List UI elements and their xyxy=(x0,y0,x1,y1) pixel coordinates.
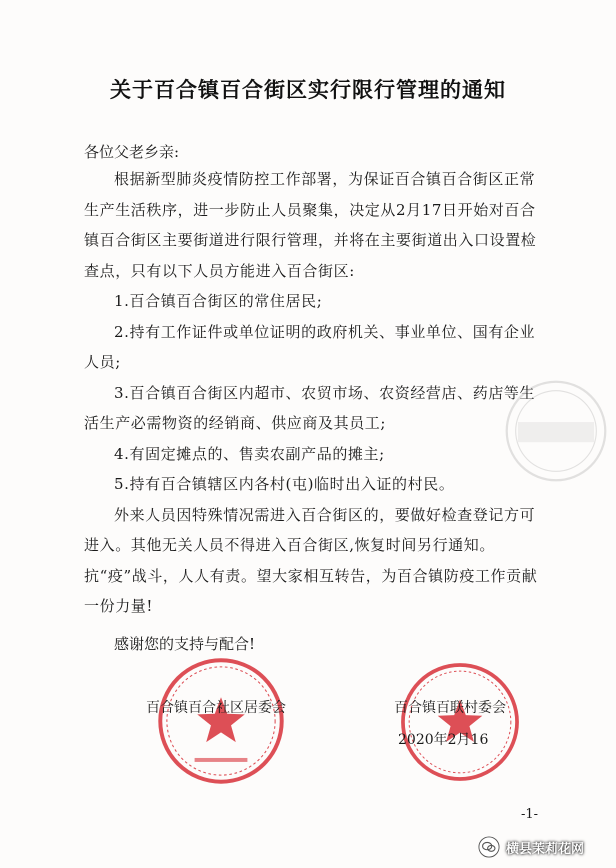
list-item-2: 2.持有工作证件或单位证明的政府机关、事业单位、国有企业人员; xyxy=(84,322,536,371)
notice-title: 关于百合镇百合街区实行限行管理的通知 xyxy=(110,78,506,102)
wechat-icon xyxy=(478,836,500,858)
list-item-4: 4.有固定摊点的、售卖农副产品的摊主; xyxy=(114,444,385,463)
salutation: 各位父老乡亲: xyxy=(84,143,180,161)
watermark-logo-icon xyxy=(500,375,612,487)
signature-right: 百合镇百联村委会 xyxy=(394,700,506,716)
brand-label: 横县茉莉花网 xyxy=(506,841,585,857)
list-item-1: 1.百合镇百合街区的常住居民; xyxy=(114,292,323,310)
red-star-seal-icon xyxy=(155,655,287,787)
thanks-line: 感谢您的支持与配合! xyxy=(114,635,256,653)
paragraph-closing: 外来人员因特殊情况需进入百合街区的，要做好检查登记方可进入。其他无关人员不得进入百合街区,恢复时间另行通知。抗“疫”战斗，人人有责。望大家相互转告，为百合镇防疫工作贡献一份力量! xyxy=(84,505,538,615)
paragraph-intro: 根据新型肺炎疫情防控工作部署，为保证百合镇百合街区正常生产生活秩序，进一步防止人员聚集，决定从2月17日开始对百合镇百合街区主要街道进行限行管理，并将在主要街道出入口设置检查点，只有以下人员方能进入百合街区: xyxy=(84,170,537,280)
issue-date: 2020年2月16 xyxy=(398,732,489,748)
brand-footer xyxy=(478,832,584,862)
list-item-3: 3.百合镇百合街区内超市、农贸市场、农资经营店、药店等生活生产必需物资的经销商、供应商及其员工; xyxy=(84,383,536,432)
notice-body xyxy=(84,164,540,622)
page-number: -1- xyxy=(521,807,539,822)
list-item-5: 5.持有百合镇辖区内各村(屯)临时出入证的村民。 xyxy=(114,475,455,493)
red-star-seal-icon xyxy=(398,660,522,784)
signature-left: 百合镇百合社区居委会 xyxy=(146,700,286,716)
